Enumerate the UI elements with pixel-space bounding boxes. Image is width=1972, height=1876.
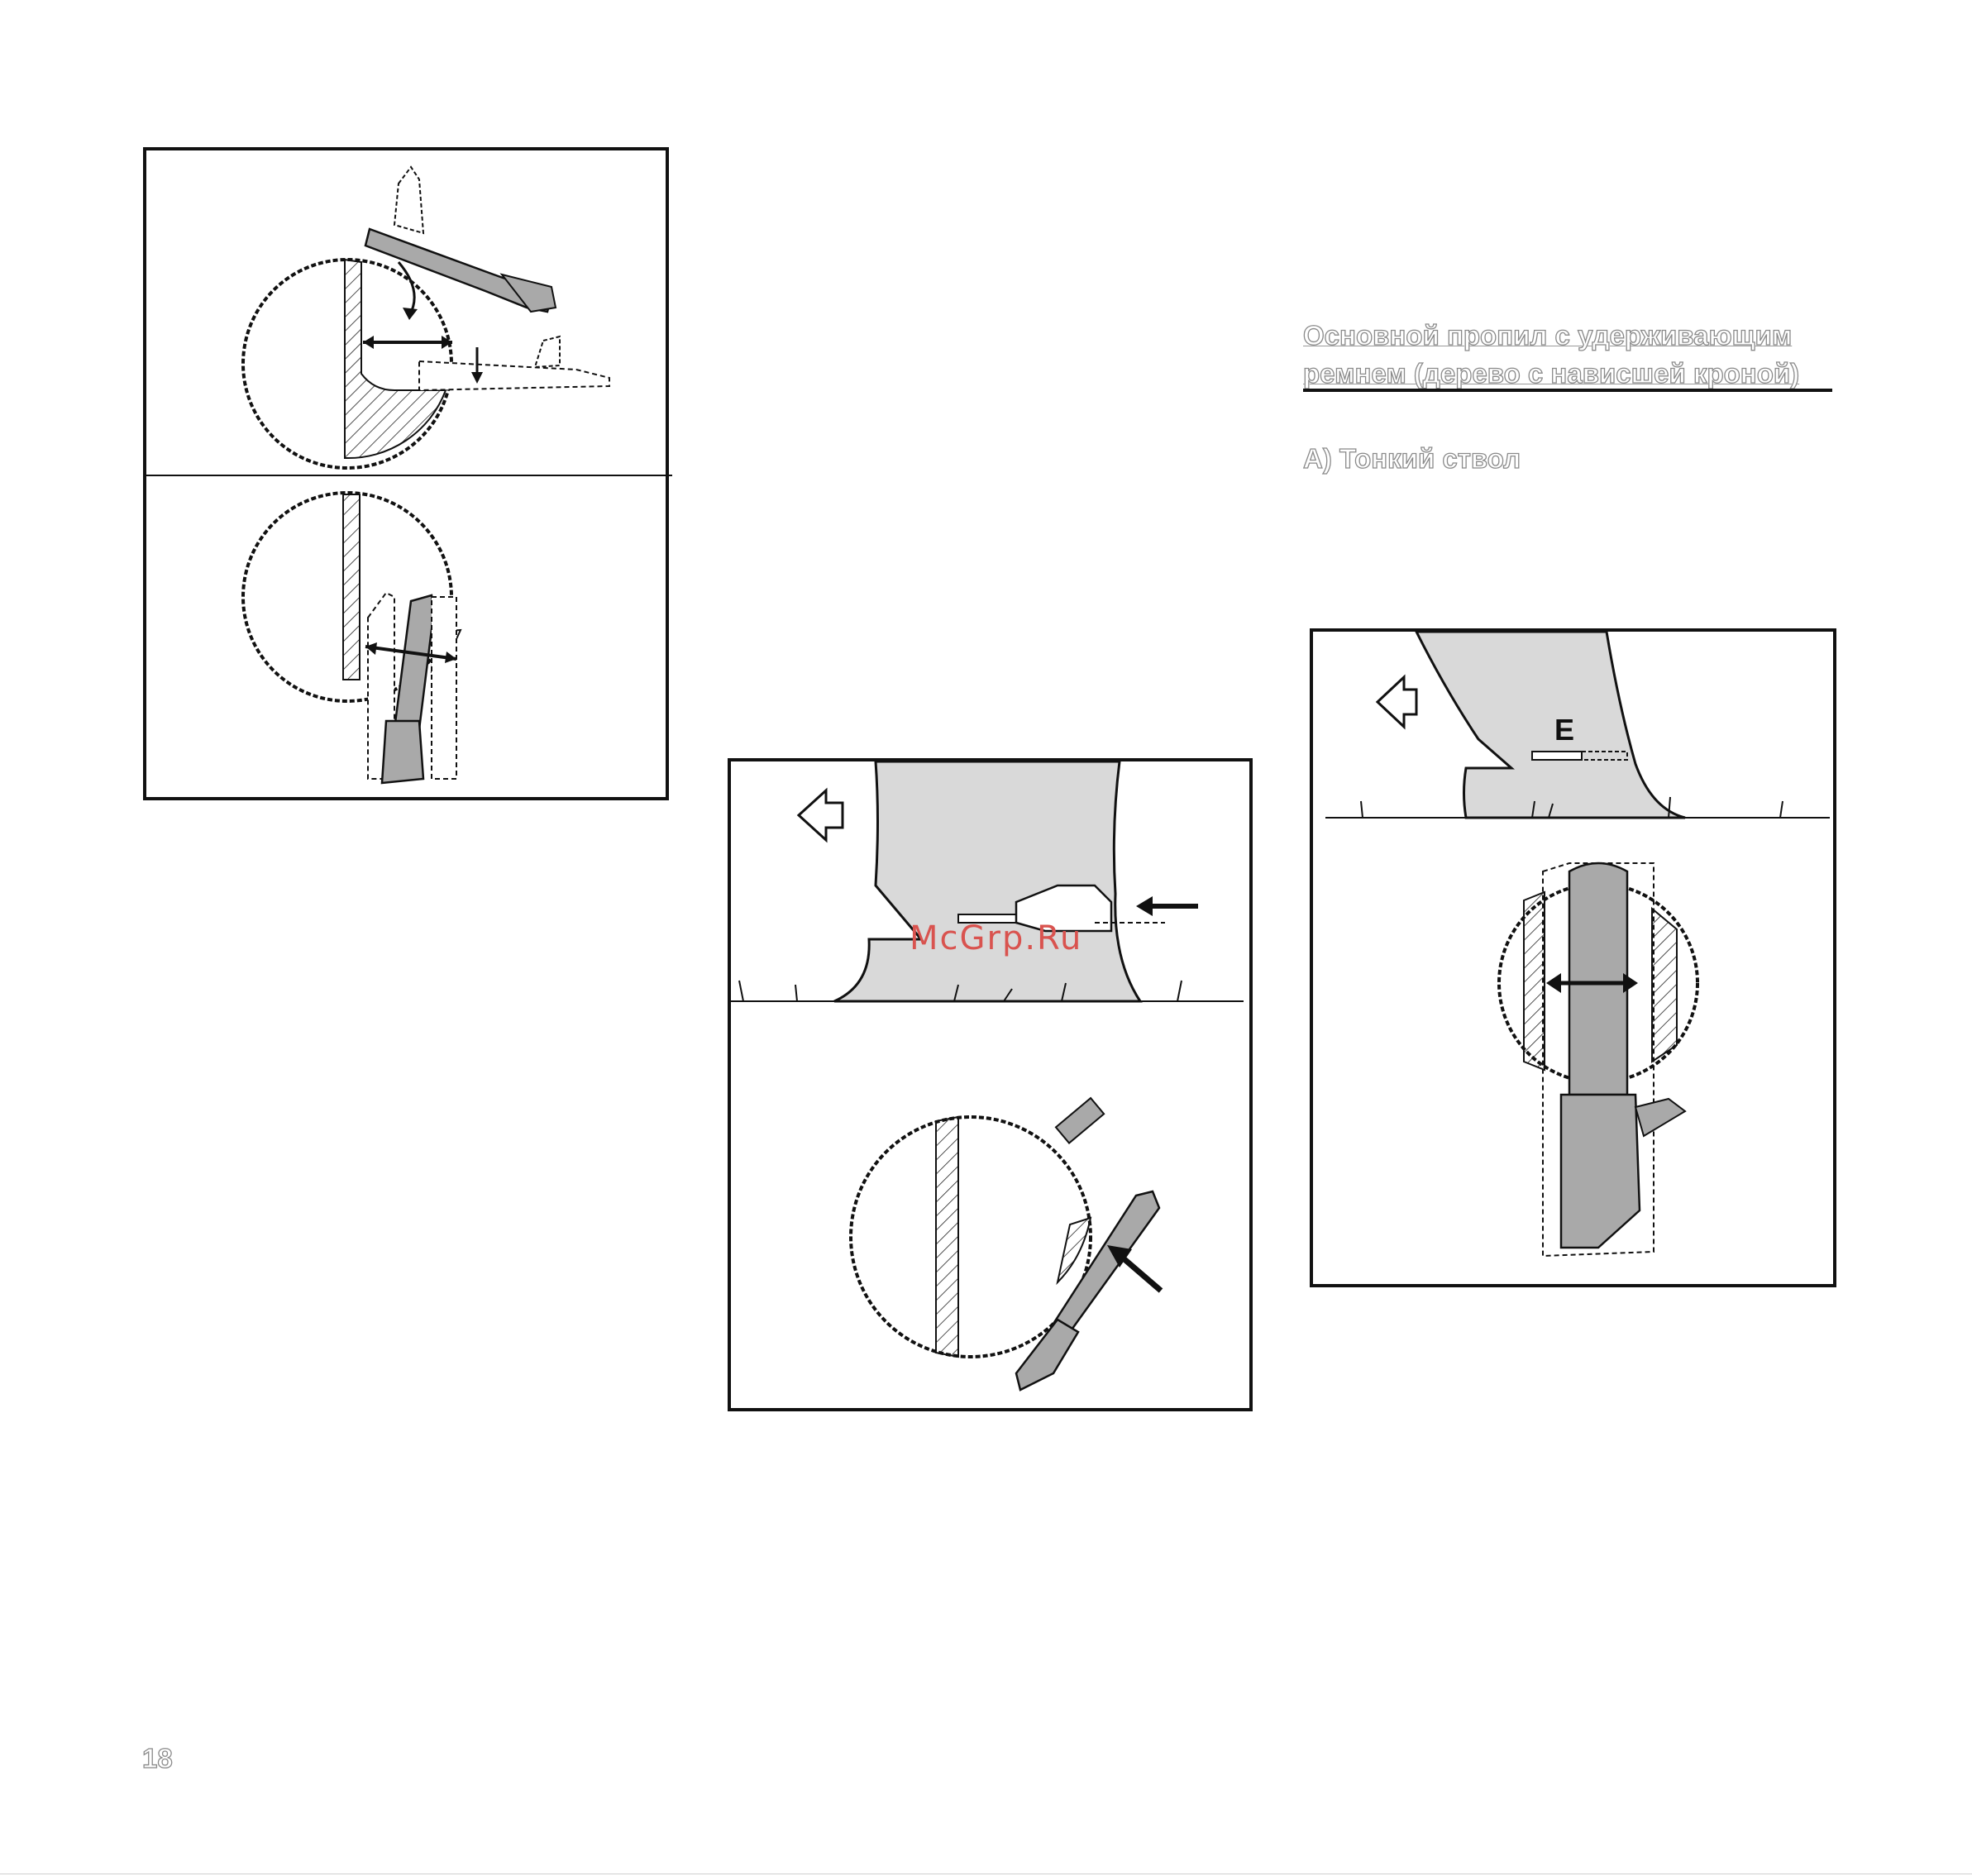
- figure-cut-sequence-drawing: [146, 150, 672, 804]
- felling-wedge-icon: [1056, 1098, 1104, 1143]
- figure-cut-sequence: [143, 147, 669, 800]
- subsection-heading: A) Тонкий ствол: [1303, 443, 1521, 474]
- fall-direction-arrow-right-icon: [1378, 677, 1416, 727]
- section-heading: [1303, 317, 1832, 393]
- heading-rule: [1303, 389, 1832, 392]
- figure-side-and-top-view: [728, 758, 1253, 1411]
- figure-thin-trunk: [1310, 628, 1836, 1287]
- back-wood-thin-trunk: [1652, 909, 1677, 1062]
- hinge-wood-top-view: [936, 1117, 958, 1357]
- watermark: McGrp.Ru: [910, 919, 1083, 957]
- figure-label-e: E: [1554, 713, 1575, 747]
- figure-thin-trunk-drawing: [1313, 632, 1840, 1291]
- section-heading-line-1: Основной пропил с удерживающим: [1303, 320, 1793, 351]
- figure-side-and-top-view-drawing: [731, 761, 1256, 1415]
- fall-direction-arrow-icon: [799, 790, 843, 840]
- section-heading-line-2: ремнем (дерево с нависшей кроной): [1303, 358, 1800, 389]
- hinge-wood-thin-trunk: [1524, 892, 1545, 1070]
- hinge-wood-bottom: [343, 494, 360, 680]
- feed-arrow-icon: [1120, 1255, 1161, 1291]
- cut-mark-E: [1532, 752, 1582, 760]
- tree-trunk-side-view: [834, 761, 1140, 1001]
- page-number: 18: [142, 1743, 173, 1773]
- thin-tree-trunk-side-view: [1416, 632, 1685, 818]
- chainsaw-bottom-icon: [368, 593, 456, 783]
